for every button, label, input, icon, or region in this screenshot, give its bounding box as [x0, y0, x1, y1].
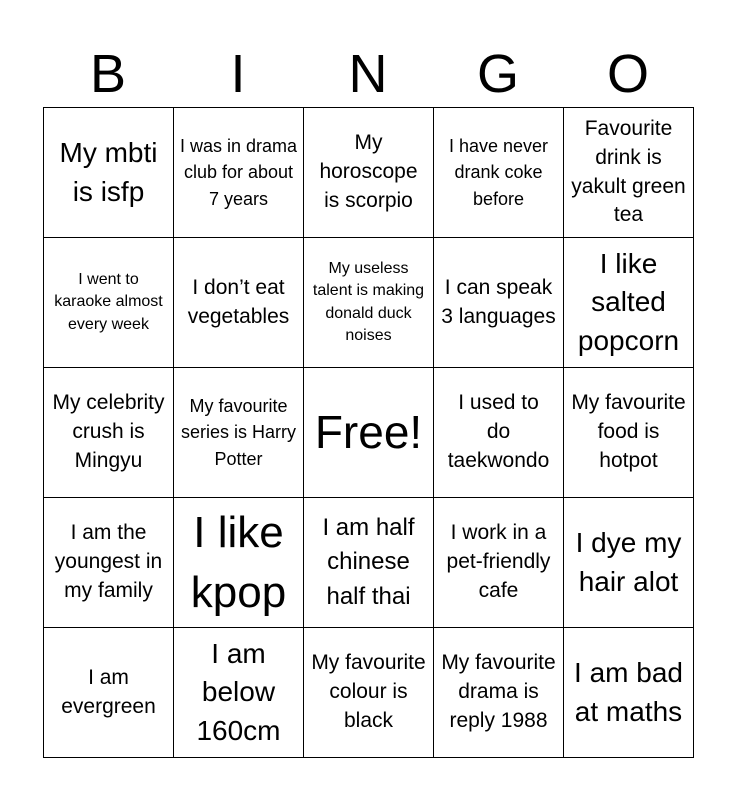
header-letter-o: O — [606, 44, 649, 104]
cell-text: I work in a pet-friendly cafe — [446, 521, 551, 602]
bingo-cell[interactable] — [564, 498, 694, 628]
bingo-cell[interactable] — [174, 238, 304, 368]
cell-text: I was in drama club for about 7 years — [179, 136, 298, 209]
bingo-header — [43, 40, 693, 108]
bingo-board — [43, 107, 694, 758]
bingo-cell[interactable] — [44, 368, 174, 498]
cell-text: I like salted popcorn — [577, 247, 680, 356]
bingo-cell[interactable] — [304, 108, 434, 238]
cell-text: I can speak 3 languages — [441, 275, 556, 328]
bingo-cell[interactable] — [564, 628, 694, 758]
bingo-cell[interactable] — [44, 498, 174, 628]
bingo-cell[interactable] — [564, 238, 694, 368]
header-letter-g: G — [476, 44, 519, 104]
cell-text: I went to karaoke almost every week — [54, 270, 163, 333]
free-space[interactable] — [304, 368, 434, 498]
bingo-cell[interactable] — [174, 498, 304, 628]
cell-text: I am bad at maths — [574, 657, 683, 727]
bingo-cell[interactable] — [434, 108, 564, 238]
cell-text: My favourite colour is black — [311, 651, 426, 732]
bingo-cell[interactable] — [174, 628, 304, 758]
bingo-cell[interactable] — [434, 238, 564, 368]
cell-text: My mbti is isfp — [59, 137, 158, 207]
cell-text: My favourite series is Harry Potter — [180, 396, 296, 469]
bingo-cell[interactable] — [434, 628, 564, 758]
cell-text: My horoscope is scorpio — [319, 131, 418, 212]
cell-text: I don’t eat vegetables — [187, 275, 290, 328]
bingo-cell[interactable] — [174, 368, 304, 498]
bingo-cell[interactable] — [44, 108, 174, 238]
cell-text: I am below 160cm — [196, 637, 281, 746]
cell-text: My favourite food is hotpot — [571, 391, 686, 472]
header-letter-n: N — [348, 44, 388, 104]
cell-text: I am half chinese half thai — [322, 514, 415, 610]
cell-text: I dye my hair alot — [575, 527, 682, 597]
bingo-cell[interactable] — [44, 238, 174, 368]
cell-text: My useless talent is making donald duck noises — [312, 259, 425, 344]
cell-text: I have never drank coke before — [448, 136, 549, 209]
bingo-cell[interactable] — [304, 238, 434, 368]
header-letter-i: I — [230, 44, 246, 104]
bingo-cell[interactable] — [434, 368, 564, 498]
cell-text: I am the youngest in my family — [54, 521, 163, 602]
bingo-cell[interactable] — [564, 108, 694, 238]
bingo-cell[interactable] — [44, 628, 174, 758]
bingo-cell[interactable] — [564, 368, 694, 498]
cell-text: I like kpop — [190, 508, 287, 617]
header-letter-b: B — [89, 44, 127, 104]
bingo-cell[interactable] — [304, 498, 434, 628]
free-space-label: Free! — [314, 405, 423, 458]
bingo-cell[interactable] — [434, 498, 564, 628]
cell-text: I used to do taekwondo — [447, 391, 550, 472]
bingo-cell[interactable] — [174, 108, 304, 238]
cell-text: My favourite drama is reply 1988 — [441, 651, 556, 732]
cell-text: Favourite drink is yakult green tea — [571, 116, 686, 227]
cell-text: I am evergreen — [61, 665, 156, 718]
bingo-cell[interactable] — [304, 628, 434, 758]
cell-text: My celebrity crush is Mingyu — [52, 391, 165, 472]
